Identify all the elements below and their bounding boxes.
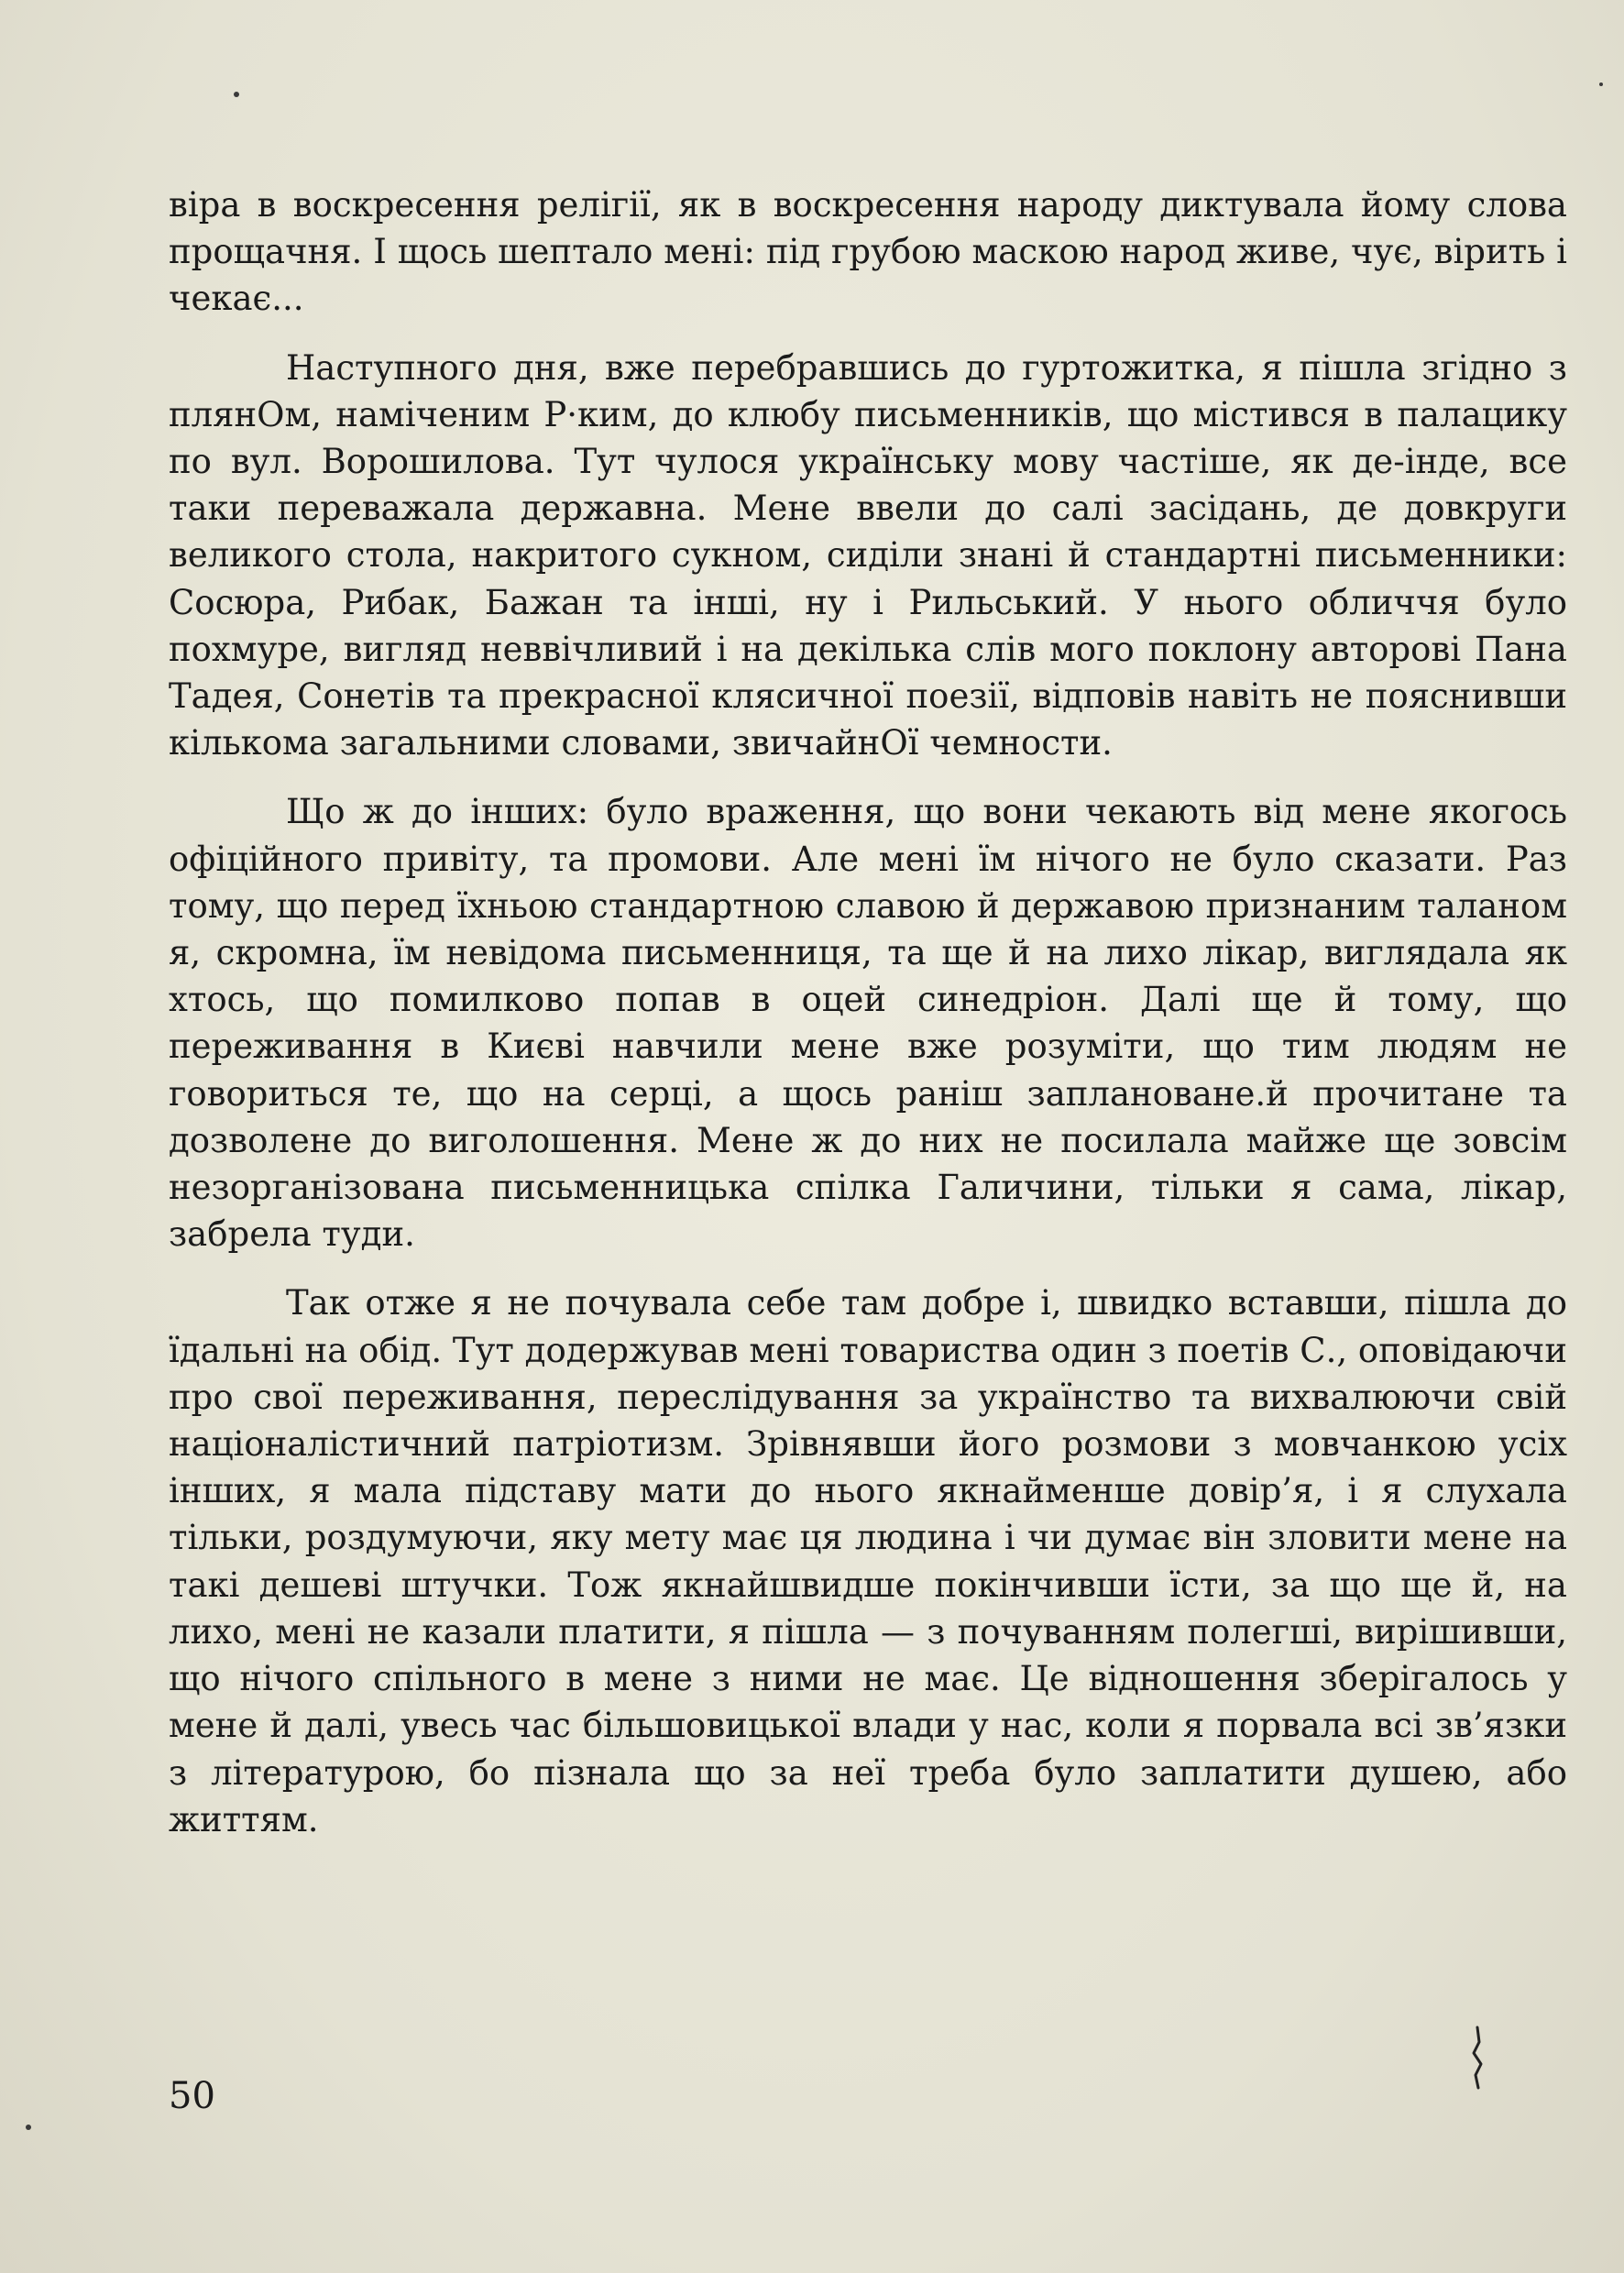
paragraph-4: Так отже я не почувала себе там добре і, швидко вставши, пішла до їдальні на обід. Тут додержував мені товариства один з поетів С., оповідаючи про свої переживання, переслідування за українство та вихвалюючи свій націоналістичний патріотизм. Зрівнявши його розмови з мовчанкою усіх інших, я мала підставу мати до нього якнайменше довір’я, і я слухала тільки, роздумуючи, яку мету має ця людина і чи думає він зловити мене на такі дешеві штучки. Тож якнайшвидше покінчивши їсти, за що ще й, на лихо, мені не казали платити, я пішла — з почуванням полегші, вирішивши, що нічого спільного в мене з ними не має. Це відношення зберігалось у мене й далі, увесь час більшовицької влади у нас, коли я порвала всі зв’язки з літературою, бо пізнала що за неї треба було заплатити душею, або життям. bbox=[169, 1283, 1567, 1839]
paper-speck bbox=[1599, 82, 1603, 86]
paragraph-2: Наступного дня, вже перебравшись до гуртожитка, я пішла згідно з плянОм, наміченим Р·ким, до клюбу письменників, що містився в палацику по вул. Ворошилова. Тут чулося українську мову частіше, як де-інде, все таки переважала державна. Мене ввели до салі засідань, де довкруги великого стола, накритого сукном, сиділи знані й стандартні письменники: Сосюра, Рибак, Бажан та інші, ну і Рильський. У нього обличчя було похмуре, вигляд неввічливий і на декілька слів мого поклону авторові Пана Тадея, Сонетів та прекрасної клясичної поезії, відповів навіть не пояснивши кількома загальними словами, звичайнОї чемности. bbox=[169, 347, 1567, 763]
margin-squiggle-icon bbox=[1466, 2026, 1488, 2090]
paragraph-1: віра в воскресення релігії, як в воскресення народу диктувала йому слова прощачня. І щось шептало мені: під грубою маскою народ живе, чує, вірить і чекає... bbox=[169, 185, 1567, 319]
paper-speck bbox=[234, 92, 239, 97]
paper-speck bbox=[26, 2125, 31, 2130]
paragraph-3: Що ж до інших: було враження, що вони чекають від мене якогось офіційного привіту, та промови. Але мені їм нічого не було сказати. Раз тому, що перед їхньою стандартною славою й державою признаним таланом я, скромна, їм невідома письменниця, та ще й на лихо лікар, виглядала як хтось, що помилково попав в оцей синедріон. Далі ще й тому, що переживання в Києві навчили мене вже розуміти, що тим людям не говориться те, що на серці, а щось раніш заплановане.й прочитане та дозволене до виголошення. Мене ж до них не посилала майже ще зовсім незорганізована письменницька спілка Галичини, тільки я сама, лікар, забрела туди. bbox=[169, 792, 1567, 1255]
page-number: 50 bbox=[169, 2075, 215, 2117]
body-text bbox=[169, 181, 1567, 1865]
